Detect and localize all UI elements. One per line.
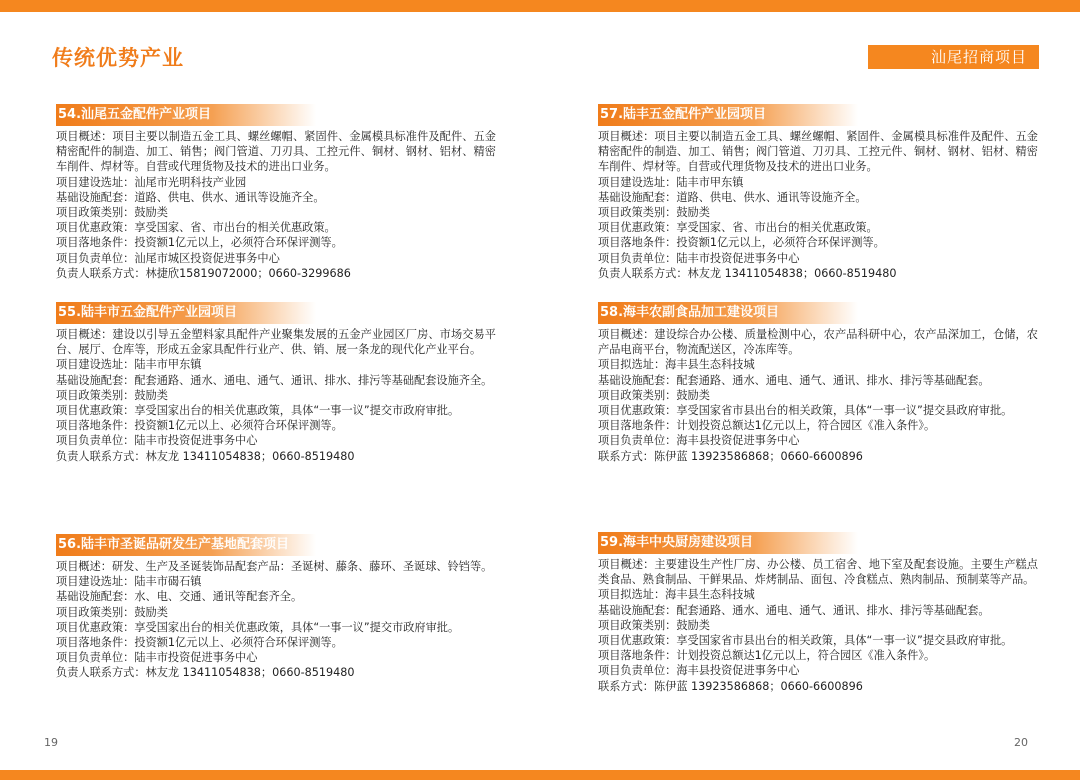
project-detail-line: 项目落地条件：计划投资总额达1亿元以上，符合园区《准入条件》。 xyxy=(598,419,936,433)
project-detail-line: 基础设施配套：配套通路、通水、通电、通气、通讯、排水、排污等基础配套设施齐全。 xyxy=(56,373,493,387)
project-body xyxy=(598,557,1038,694)
project-detail-line: 项目负责单位：陆丰市投资促进事务中心 xyxy=(56,651,258,665)
project-title: 59.海丰中央厨房建设项目 xyxy=(598,532,858,554)
project-title: 56.陆丰市圣诞品研发生产基地配套项目 xyxy=(56,534,316,556)
project-detail-line: 联系方式：陈伊蓝 13923586868；0660-6600896 xyxy=(598,449,863,463)
project-detail-line: 项目优惠政策：享受国家出台的相关优惠政策，具体“一事一议”提交市政府审批。 xyxy=(56,404,460,418)
page-number-left: 19 xyxy=(44,736,58,749)
project-detail-line: 项目建设选址：汕尾市光明科技产业园 xyxy=(56,175,247,189)
bottom-accent-bar xyxy=(0,770,1080,780)
project-body xyxy=(56,129,496,281)
project-detail-line: 项目建设选址：陆丰市甲东镇 xyxy=(598,175,744,189)
project-detail-line: 项目政策类别：鼓励类 xyxy=(56,206,168,220)
project-detail-line: 负责人联系方式：林捷欣15819072000；0660-3299686 xyxy=(56,266,351,280)
project-detail-line: 项目概述：主要建设生产性厂房、办公楼、员工宿舍、地下室及配套设施。主要生产糕点类食品、熟食制品、干鲜果品、炸烤制品、面包、冷食糕点、熟肉制品、预制菜等产品。 xyxy=(598,558,1038,587)
project-detail-line: 基础设施配套：道路、供电、供水、通讯等设施齐全。 xyxy=(56,190,325,204)
project-detail-line: 项目优惠政策：享受国家出台的相关优惠政策，具体“一事一议”提交市政府审批。 xyxy=(56,620,460,634)
project-detail-line: 项目概述：建设以引导五金塑料家具配件产业聚集发展的五金产业园区厂房、市场交易平台、展厅、仓库等，形成五金家具配件行业产、供、销、展一条龙的现代化产业平台。 xyxy=(56,328,496,357)
project-card xyxy=(56,104,496,281)
project-detail-line: 项目政策类别：鼓励类 xyxy=(598,618,710,632)
brand-tag: 汕尾招商项目 xyxy=(868,45,1039,69)
project-detail-line: 项目建设选址：陆丰市碣石镇 xyxy=(56,575,202,589)
project-detail-line: 负责人联系方式：林友龙 13411054838；0660-8519480 xyxy=(56,666,355,680)
project-detail-line: 项目负责单位：陆丰市投资促进事务中心 xyxy=(598,251,800,265)
page-number-right: 20 xyxy=(1014,736,1028,749)
project-card xyxy=(598,532,1038,694)
project-detail-line: 项目概述：建设综合办公楼、质量检测中心，农产品科研中心，农产品深加工，仓储，农产品电商平台，物流配送区，冷冻库等。 xyxy=(598,328,1038,357)
project-detail-line: 项目优惠政策：享受国家、省、市出台的相关优惠政策。 xyxy=(56,221,336,235)
project-detail-line: 项目负责单位：海丰县投资促进事务中心 xyxy=(598,434,800,448)
project-detail-line: 项目政策类别：鼓励类 xyxy=(598,388,710,402)
project-detail-line: 项目负责单位：陆丰市投资促进事务中心 xyxy=(56,434,258,448)
project-body xyxy=(598,327,1038,464)
top-accent-bar xyxy=(0,0,1080,12)
project-detail-line: 项目概述：研发、生产及圣诞装饰品配套产品：圣诞树、藤条、藤环、圣诞球、铃铛等。 xyxy=(56,560,493,573)
project-title: 58.海丰农副食品加工建设项目 xyxy=(598,302,858,324)
project-detail-line: 项目概述：项目主要以制造五金工具、螺丝螺帽、紧固件、金属模具标准件及配件、五金精密配件的制造、加工、销售；阀门管道、刀刃具、工控元件、铜材、钢材、铝材、精密车削件、焊材等。自营或代理货物及技术的进出口业务。 xyxy=(598,130,1038,174)
project-body xyxy=(56,559,496,681)
project-detail-line: 负责人联系方式：林友龙 13411054838；0660-8519480 xyxy=(598,266,897,280)
project-body xyxy=(56,327,496,464)
project-detail-line: 项目拟选址：海丰县生态科技城 xyxy=(598,588,755,602)
project-detail-line: 项目政策类别：鼓励类 xyxy=(56,605,168,619)
project-detail-line: 基础设施配套：配套通路、通水、通电、通气、通讯、排水、排污等基础配套。 xyxy=(598,603,990,617)
project-body xyxy=(598,129,1038,281)
project-title: 54.汕尾五金配件产业项目 xyxy=(56,104,316,126)
project-title: 55.陆丰市五金配件产业园项目 xyxy=(56,302,316,324)
project-detail-line: 项目落地条件：投资额1亿元以上，必须符合环保评测等。 xyxy=(598,236,885,250)
project-detail-line: 联系方式：陈伊蓝 13923586868；0660-6600896 xyxy=(598,679,863,693)
project-detail-line: 项目负责单位：汕尾市城区投资促进事务中心 xyxy=(56,251,280,265)
project-detail-line: 项目优惠政策：享受国家省市县出台的相关政策，具体“一事一议”提交县政府审批。 xyxy=(598,634,1013,648)
project-detail-line: 项目落地条件：投资额1亿元以上、必须符合环保评测等。 xyxy=(56,636,343,650)
project-detail-line: 项目落地条件：计划投资总额达1亿元以上，符合园区《准入条件》。 xyxy=(598,649,936,663)
project-detail-line: 项目拟选址：海丰县生态科技城 xyxy=(598,358,755,372)
project-detail-line: 项目优惠政策：享受国家省市县出台的相关政策，具体“一事一议”提交县政府审批。 xyxy=(598,404,1013,418)
project-detail-line: 项目建设选址：陆丰市甲东镇 xyxy=(56,358,202,372)
project-detail-line: 基础设施配套：配套通路、通水、通电、通气、通讯、排水、排污等基础配套。 xyxy=(598,373,990,387)
section-title: 传统优势产业 xyxy=(52,46,184,70)
project-detail-line: 负责人联系方式：林友龙 13411054838；0660-8519480 xyxy=(56,449,355,463)
project-detail-line: 项目优惠政策：享受国家、省、市出台的相关优惠政策。 xyxy=(598,221,878,235)
project-detail-line: 项目落地条件：投资额1亿元以上，必须符合环保评测等。 xyxy=(56,236,343,250)
project-card xyxy=(56,534,496,681)
project-detail-line: 项目负责单位：海丰县投资促进事务中心 xyxy=(598,664,800,678)
project-detail-line: 项目政策类别：鼓励类 xyxy=(598,206,710,220)
project-detail-line: 项目政策类别：鼓励类 xyxy=(56,388,168,402)
project-card xyxy=(56,302,496,464)
project-detail-line: 基础设施配套：水、电、交通、通讯等配套齐全。 xyxy=(56,590,303,604)
project-title: 57.陆丰五金配件产业园项目 xyxy=(598,104,858,126)
project-detail-line: 基础设施配套：道路、供电、供水、通讯等设施齐全。 xyxy=(598,190,867,204)
project-detail-line: 项目落地条件：投资额1亿元以上、必须符合环保评测等。 xyxy=(56,419,343,433)
project-card xyxy=(598,302,1038,464)
project-card xyxy=(598,104,1038,281)
project-detail-line: 项目概述：项目主要以制造五金工具、螺丝螺帽、紧固件、金属模具标准件及配件、五金精密配件的制造、加工、销售；阀门管道、刀刃具、工控元件、铜材、钢材、铝材、精密车削件、焊材等。自营或代理货物及技术的进出口业务。 xyxy=(56,130,496,174)
